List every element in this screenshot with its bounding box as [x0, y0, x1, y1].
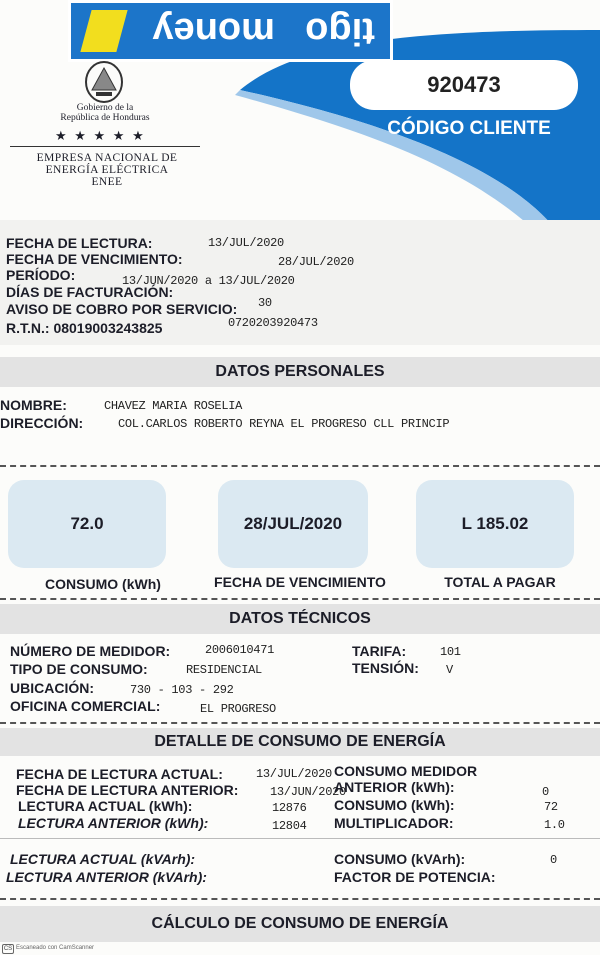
- name-label: NOMBRE:: [0, 397, 67, 413]
- current-reading-value: 12876: [272, 801, 307, 815]
- kvarh-consumption-value: 0: [550, 853, 557, 867]
- company-line-2: ENERGÍA ELÉCTRICA: [45, 164, 169, 176]
- kvarh-current-label: LECTURA ACTUAL (kVArh):: [10, 851, 196, 867]
- reading-date-value: 13/JUL/2020: [208, 236, 284, 250]
- consumption-card-label: CONSUMO (kWh): [45, 576, 161, 592]
- rtn-text: R.T.N.: 08019003243825: [6, 320, 163, 336]
- meter-consumption-value: 0: [542, 785, 549, 799]
- total-card: L 185.02: [416, 480, 574, 568]
- kvarh-consumption-label: CONSUMO (kVArh):: [334, 851, 466, 867]
- meter-consumption-label-2: ANTERIOR (kWh):: [334, 779, 455, 795]
- camscanner-badge-icon: CS: [3, 946, 13, 952]
- current-reading-date-label: FECHA DE LECTURA ACTUAL:: [16, 766, 223, 782]
- consumption-card: 72.0: [8, 480, 166, 568]
- meter-consumption-label-1: CONSUMO MEDIDOR: [334, 763, 478, 779]
- address-label: DIRECCIÓN:: [0, 415, 84, 431]
- money-mark-icon: [81, 10, 128, 52]
- multiplier-value: 1.0: [544, 818, 565, 832]
- meter-number-label: NÚMERO DE MEDIDOR:: [10, 643, 171, 659]
- gov-line-1: Gobierno de la: [76, 103, 134, 113]
- stars-row: ★ ★ ★ ★ ★: [55, 128, 146, 143]
- due-date-value: 28/JUL/2020: [278, 255, 354, 269]
- company-line-1: EMPRESA NACIONAL DE: [36, 152, 178, 164]
- consumption-detail-banner: DETALLE DE CONSUMO DE ENERGÍA: [0, 728, 600, 756]
- previous-reading-date-value: 13/JUN/2020: [270, 785, 346, 799]
- multiplier-label: MULTIPLICADOR:: [334, 815, 454, 831]
- consumption-kwh-value: 72: [544, 800, 558, 814]
- technical-data-banner: DATOS TÉCNICOS: [0, 604, 600, 634]
- previous-reading-date-label: FECHA DE LECTURA ANTERIOR:: [16, 782, 239, 798]
- notice-label: AVISO DE COBRO POR SERVICIO:: [6, 301, 238, 317]
- money-logo: money: [152, 10, 275, 53]
- company-line-3: ENEE: [91, 176, 123, 188]
- consumption-type-value: RESIDENCIAL: [186, 663, 262, 677]
- billing-days-label: DÍAS DE FACTURACIÓN:: [6, 284, 174, 300]
- previous-reading-label: LECTURA ANTERIOR (kWh):: [18, 815, 209, 831]
- name-value: CHAVEZ MARIA ROSELIA: [104, 399, 243, 413]
- power-factor-label: FACTOR DE POTENCIA:: [334, 869, 496, 885]
- due-date-card-label: FECHA DE VENCIMIENTO: [214, 574, 386, 590]
- header-rule: [10, 146, 200, 147]
- coat-of-arms-icon: [82, 60, 126, 104]
- location-label: UBICACIÓN:: [10, 680, 94, 696]
- consumption-type-label: TIPO DE CONSUMO:: [10, 661, 148, 677]
- reading-date-label: FECHA DE LECTURA:: [6, 235, 153, 251]
- tension-label: TENSIÓN:: [352, 660, 419, 676]
- previous-reading-value: 12804: [272, 819, 307, 833]
- dashed-divider: [0, 898, 600, 900]
- tigo-money-sticker: [68, 0, 393, 62]
- personal-data-banner: DATOS PERSONALES: [0, 357, 600, 387]
- meter-number-value: 2006010471: [205, 643, 275, 657]
- tigo-logo: tigo: [305, 10, 375, 53]
- location-value: 730 - 103 - 292: [130, 683, 234, 697]
- dashed-divider: [0, 722, 600, 724]
- client-code-label: CÓDIGO CLIENTE: [387, 118, 551, 139]
- address-value: COL.CARLOS ROBERTO REYNA EL PROGRESO CLL PRINCIP: [118, 417, 450, 431]
- current-reading-label: LECTURA ACTUAL (kWh):: [18, 798, 193, 814]
- period-label: PERÍODO:: [6, 267, 76, 283]
- due-date-label: FECHA DE VENCIMIENTO:: [6, 251, 183, 267]
- dashed-divider: [0, 598, 600, 600]
- commercial-office-label: OFICINA COMERCIAL:: [10, 698, 161, 714]
- tariff-label: TARIFA:: [352, 643, 407, 659]
- kvarh-previous-label: LECTURA ANTERIOR (kVArh):: [6, 869, 207, 885]
- consumption-kwh-label: CONSUMO (kWh):: [334, 797, 455, 813]
- notice-value: 0720203920473: [228, 316, 318, 330]
- client-code-box: 920473: [350, 60, 578, 110]
- tariff-value: 101: [440, 645, 461, 659]
- current-reading-date-value: 13/JUL/2020: [256, 767, 332, 781]
- commercial-office-value: EL PROGRESO: [200, 702, 276, 716]
- billing-days-value: 30: [258, 296, 272, 310]
- total-card-label: TOTAL A PAGAR: [444, 574, 556, 590]
- camscanner-watermark: Escaneado con CamScanner: [16, 945, 95, 951]
- due-date-card: 28/JUL/2020: [218, 480, 368, 568]
- dashed-divider: [0, 465, 600, 467]
- thin-divider: [0, 838, 600, 839]
- tension-value: V: [446, 663, 453, 677]
- period-value: 13/JUN/2020 a 13/JUL/2020: [122, 274, 295, 288]
- calculation-banner: CÁLCULO DE CONSUMO DE ENERGÍA: [0, 906, 600, 942]
- gov-line-2: República de Honduras: [60, 113, 150, 123]
